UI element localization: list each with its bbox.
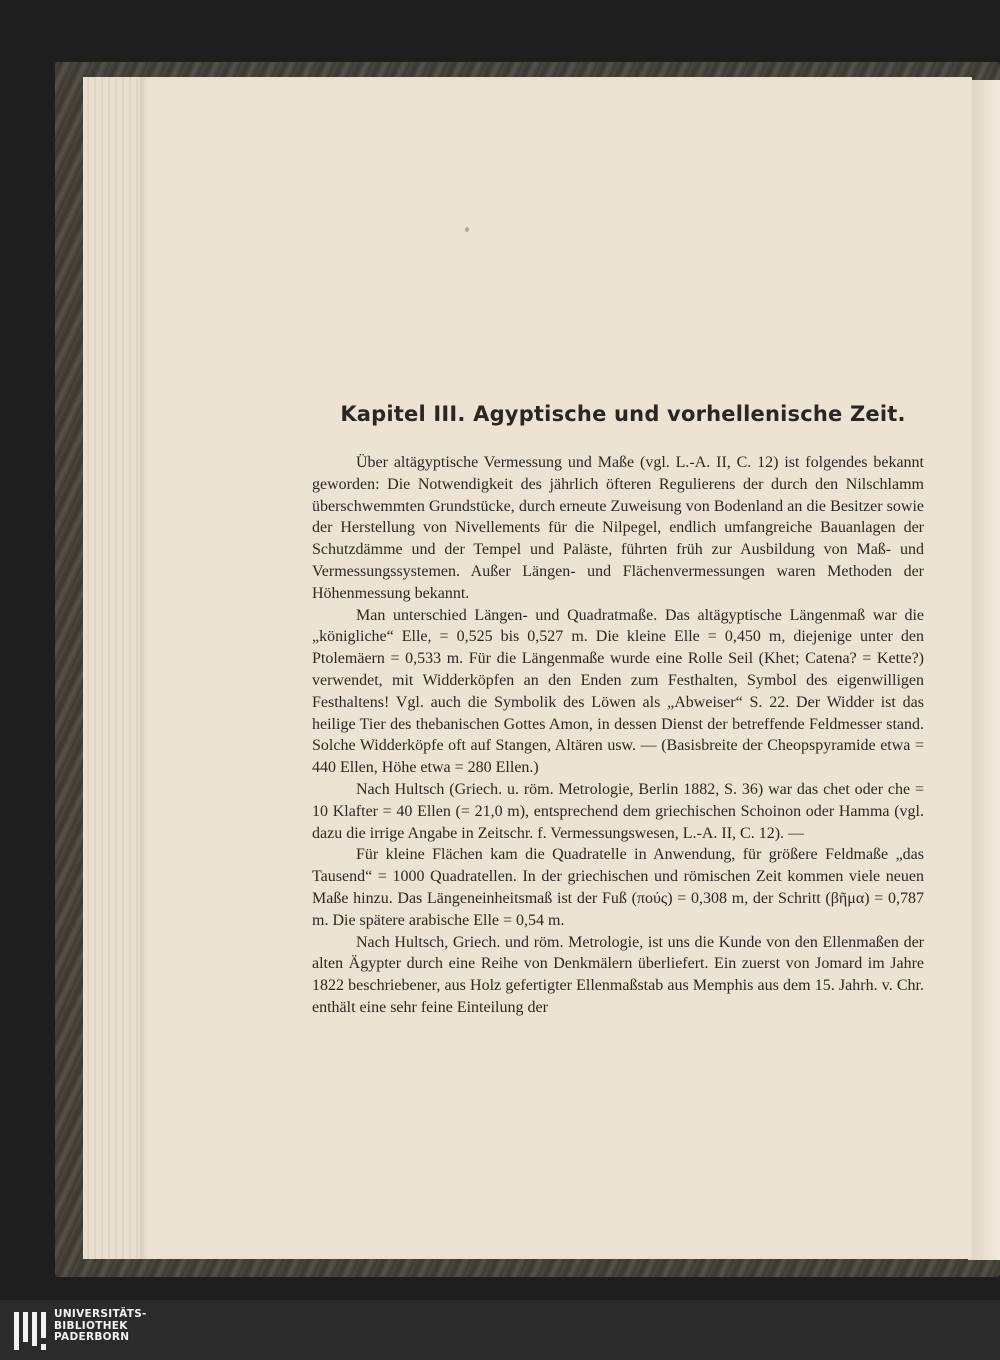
chapter-title: Kapitel III. Agyptische und vorhellenische Zeit.: [340, 402, 906, 426]
library-name-line: BIBLIOTHEK: [54, 1319, 128, 1332]
footer-bar: [0, 1300, 1000, 1360]
paragraph: Für kleine Flächen kam die Quadratelle in Anwendung, für größere Feldmaße „das Tausend“ = 1000 Quadratellen. In der griechischen und römischen Zeit kommen viele neuen Maße hinzu. Das Längeneinheitsmaß ist der Fuß (πούς) = 0,308 m, der Schritt (βῆμα) = 0,787 m. Die spätere arabische Elle = 0,54 m.: [312, 846, 924, 929]
library-name-line: UNIVERSITÄTS-: [54, 1308, 147, 1320]
paragraph: Über altägyptische Vermessung und Maße (vgl. L.-A. II, C. 12) ist folgendes bekannt geworden: Die Notwendigkeit des jährlich öfteren Regulierens der durch den Nilschlamm überschwemmten Grundstücke, durch erneute Zuweisung von Bodenland an die Besitzer sowie der Herstellung von Nivellements für die Nilpegel, endlich umfangreiche Bauanlagen der Schutzdämme und der Tempel und Paläste, führten früh zur Ausbildung von Maß- und Vermessungssystemen. Außer Längen- und Flächenvermessungen waren Methoden der Höhenmessung bekannt.: [312, 454, 924, 602]
library-name-line: PADERBORN: [54, 1331, 130, 1343]
facing-page-edge: [968, 80, 1000, 1260]
paper-speck: [465, 227, 469, 232]
paragraph: Man unterschied Längen- und Quadratmaße. Das altägyptische Längenmaß war die „königliche“ Elle, = 0,525 bis 0,527 m. Die kleine Elle = 0,450 m, diejenige unter den Ptolemäern = 0,533 m. Für die Längenmaße wurde eine Rolle Seil (Khet; Catena? = Kette?) verwendet, mit Widderköpfen an den Enden zum Festhalten, Symbol des eigenwilligen Festhaltens! Vgl. auch die Symbolik des Löwen als „Abweiser“ S. 22. Der Widder ist das heilige Tier des thebanischen Gottes Amon, in dessen Dienst der betreffende Feldmesser stand. Solche Widderköpfe oft auf Stangen, Altären usw. — (Basisbreite der Cheopspyramide etwa = 440 Ellen, Höhe etwa = 280 Ellen.): [312, 606, 924, 777]
page-edges: [83, 77, 143, 1259]
library-logo-icon: [12, 1310, 48, 1352]
library-name: [54, 1309, 147, 1344]
paragraph: Nach Hultsch (Griech. u. röm. Metrologie, Berlin 1882, S. 36) war das chet oder che = 10 Klafter = 40 Ellen (= 21,0 m), entsprechend dem griechischen Schoinon oder Hamma (vgl. dazu die irrige Angabe in Zeitschr. f. Vermessungswesen, L.-A. II, C. 12). —: [312, 780, 924, 842]
body-text: [312, 452, 924, 1019]
paragraph: Nach Hultsch, Griech. und röm. Metrologie, ist uns die Kunde von den Ellenmaßen der alten Ägypter durch eine Reihe von Denkmälern überliefert. Ein zuerst von Jomard im Jahre 1822 beschriebener, aus Holz gefertigter Ellenmaßstab aus Memphis aus dem 15. Jahrh. v. Chr. enthält eine sehr feine Einteilung der: [312, 933, 924, 1016]
